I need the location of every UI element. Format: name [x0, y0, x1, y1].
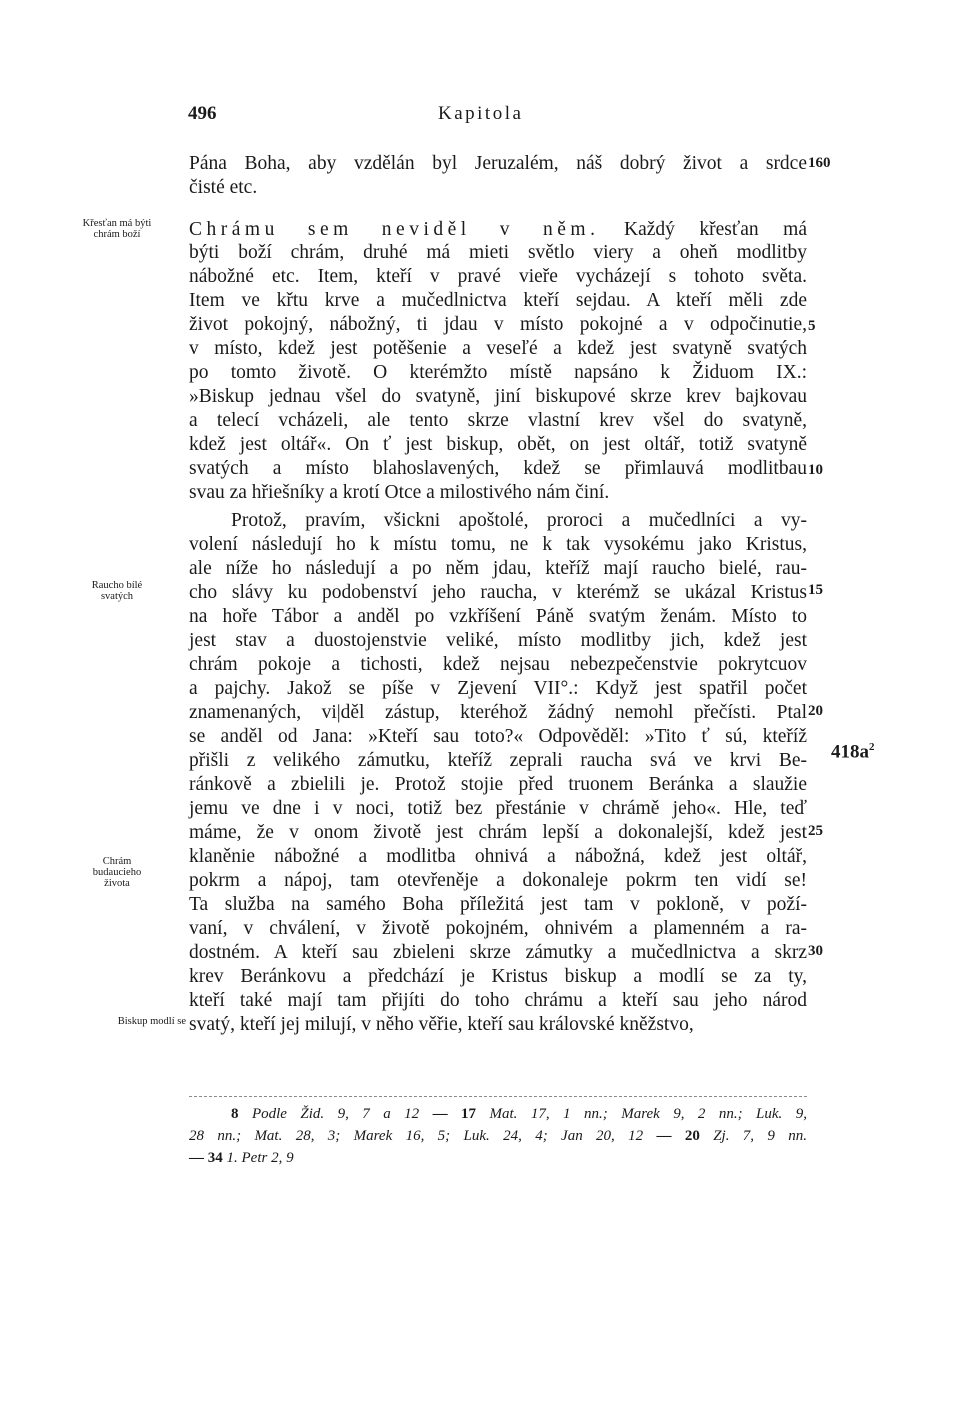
margin-note [62, 218, 172, 240]
folio-reference-main: 418a [831, 741, 869, 763]
text-line: Chrámu sem neviděl v něm. Každý křesťan má [189, 219, 807, 240]
footnote-separator [189, 1096, 807, 1097]
text-line: dostném. A kteří sau zbieleni skrze zámutky a mučedlnictva a skrz [189, 942, 807, 963]
margin-note-line: svatých [100, 591, 134, 602]
footnote-reference: 1. Petr 2, 9 [222, 1150, 294, 1166]
margin-note-line: Chrám [102, 856, 132, 867]
margin-note-line: chrám boží [93, 229, 141, 240]
text-line: se anděl od Jana: »Kteří sau toto?« Odpověděl: »Tito ť sú, kteříž [189, 726, 807, 747]
text-line: a pajchy. Jakož se píše v Zjevení VII°.: Když jest spatřil počet [189, 678, 807, 699]
text-line: přišli z velikého zámutku, kteříž zeprali raucha svá ve krvi Be- [189, 750, 807, 771]
running-title: Kapitola [438, 103, 524, 124]
text-line: na hoře Tábor a anděl po vzkříšení Páně svatým ženám. Místo to [189, 606, 807, 627]
line-number: 30 [808, 943, 823, 959]
text-line: cho slávy ku podobenství jeho raucha, v kterémž se ukázal Kristus [189, 582, 807, 603]
text-line: svatý, kteří jej milují, v něho věřie, kteří sau královské kněžstvo, [189, 1014, 694, 1035]
text-line: život pokojný, nábožný, ti jdau v místo pokojné a v odpočinutie, [189, 314, 807, 335]
line-number: 25 [808, 823, 823, 839]
footnote-line-number: 8 [231, 1106, 239, 1122]
footnote-reference: Podle Žid. 9, 7 a 12 [238, 1106, 433, 1122]
line-number: 20 [808, 703, 823, 719]
text-line: svau za hřiešníky a krotí Otce a milostivého nám činí. [189, 482, 610, 503]
text-line: nábožné etc. Item, kteří v pravé vieře vycházejí s tohoto světa. [189, 266, 807, 287]
margin-note-line: života [104, 878, 130, 889]
text-line: jemu ve dne i v noci, totiž bez přestánie v chrámě jeho«. Hle, teď [189, 798, 807, 819]
text-line: v místo, kdež jest potěšenie a veseľé a kdež jest svatyně svatých [189, 338, 807, 359]
margin-note-line: budaucieho [92, 867, 142, 878]
footnote-line [231, 1104, 807, 1124]
text-line: znamenaných, vi|děl zástup, kteréhož žádný nemohl přečísti. Ptal [189, 702, 807, 723]
text-line: Pána Boha, aby vzdělán byl Jeruzalém, náš dobrý život a srdce [189, 153, 807, 174]
text-line: Protož, pravím, všickni apoštolé, proroci a mučedlníci a vy- [231, 510, 807, 531]
text-line: svatých a místo blahoslavených, kdež se přimlauvá modlitbau [189, 458, 807, 479]
line-number: 160 [808, 155, 831, 171]
text-line: Ta služba na samého Boha příležitá jest tam v pokloně, v poží- [189, 894, 807, 915]
footnote-line-number: — 34 [189, 1150, 223, 1166]
text-line: ránkově a zbielili je. Protož stojie před truonem Beránka a slaužie [189, 774, 807, 795]
text-line: po tomto životě. O kterémžto místě napsáno k Židuom IX.: [189, 362, 807, 383]
footnote-line [189, 1148, 807, 1168]
text-line: býti boží chrám, druhé má mieti světlo viery a oheň modlitby [189, 242, 807, 263]
text-line: krev Beránkovu a předchází je Kristus biskup a modlí se za ty, [189, 966, 807, 987]
text-line: máme, že v onom životě jest chrám lepší a dokonalejší, kdež jest [189, 822, 807, 843]
footnote-reference: 28 nn.; Mat. 28, 3; Marek 16, 5; Luk. 24, 4; Jan 20, 12 [189, 1128, 657, 1144]
text-line: a telecí vcházeli, ale tento skrze vlastní krev všel do svatyně, [189, 410, 807, 431]
folio-reference-sup: 2 [869, 741, 875, 753]
footnote-reference: Zj. 7, 9 nn. [699, 1128, 808, 1144]
line-number: 15 [808, 582, 823, 598]
line-number: 10 [808, 462, 823, 478]
text-line: »Biskup jednau všel do svatyně, jiní biskupové skrze krev bajkovau [189, 386, 807, 407]
line-number: 5 [808, 318, 816, 334]
footnote-line-number: — 20 [656, 1128, 700, 1144]
text-line: vaní, v chválení, v životě pokojném, ohnivém a plamenném a ra- [189, 918, 807, 939]
text-line: pokrm a nápoj, tam otevřeněje a dokonaleje pokrm ten vidí se! [189, 870, 807, 891]
text-line: čisté etc. [189, 177, 258, 198]
footnote-reference: Mat. 17, 1 nn.; Marek 9, 2 nn.; Luk. 9, [476, 1106, 808, 1122]
text-line: klaněnie nábožné a modlitba ohnivá a nábožná, kdež jest oltář, [189, 846, 807, 867]
margin-note-line: Křesťan má býti [82, 218, 152, 229]
text-line: ale níže ho následují a po něm jdau, kteříž mají raucho bielé, rau- [189, 558, 807, 579]
margin-note [62, 856, 172, 889]
text-line: jest stav a duostojenstvie veliké, místo modlitby jich, kdež jest [189, 630, 807, 651]
spaced-quote: Chrámu sem neviděl v něm. [189, 219, 600, 240]
text-line: kteří také mají tam přijíti do toho chrámu a kteří sau jeho národ [189, 990, 807, 1011]
text-line: Item ve křtu krve a mučedlnictva kteří sejdau. A kteří měli zde [189, 290, 807, 311]
footnote-line [189, 1126, 807, 1146]
text-line: chrám pokoje a tichosti, kdež nejsau nebezpečenstvie pokrytcuov [189, 654, 807, 675]
margin-note-line: Biskup modlí se [117, 1016, 186, 1027]
margin-note [62, 580, 172, 602]
footnote-line-number: — 17 [432, 1106, 477, 1122]
text-line: kdež jest oltář«. On ť jest biskup, obět, on jest oltář, totiž svatyně [189, 434, 807, 455]
page-number: 496 [188, 103, 217, 124]
margin-note-line: Raucho bílé [91, 580, 143, 591]
margin-note [56, 1016, 186, 1027]
folio-reference [831, 741, 875, 763]
text-line: volení následují ho k místu tomu, ne k tak vysokému jako Kristus, [189, 534, 807, 555]
